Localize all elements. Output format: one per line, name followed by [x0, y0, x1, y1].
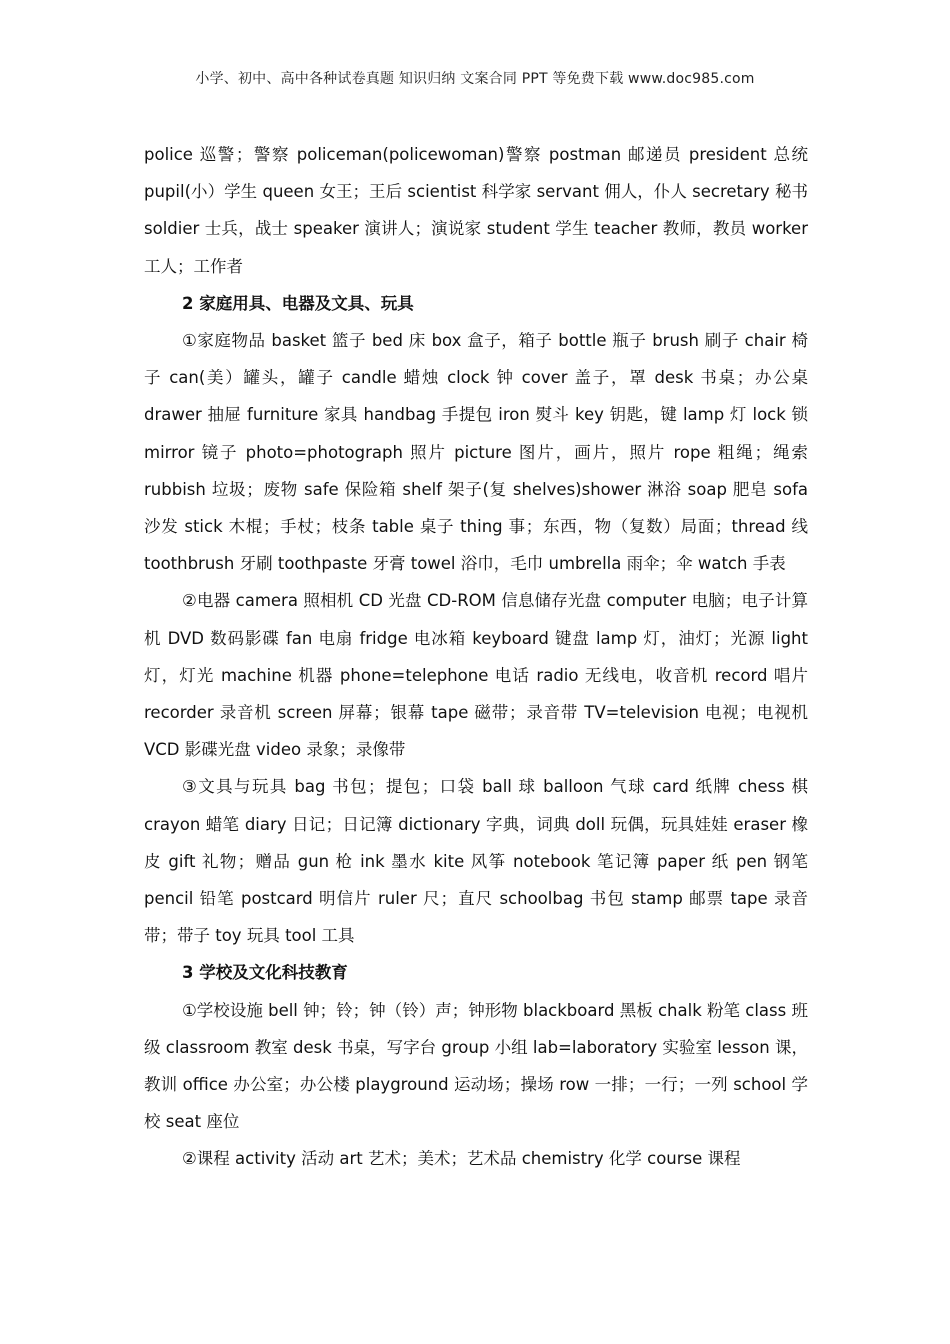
household-items-paragraph: ①家庭物品 basket 篮子 bed 床 box 盒子，箱子 bottle 瓶子 brush 刷子 chair 椅子 can(美）罐头，罐子 candle 蜡烛 clock 钟 cover 盖子，罩 desk 书桌；办公桌 drawer 抽屉 furniture 家具 handbag 手提包 iron 熨斗 key 钥匙，键 lamp 灯 lock 锁 mirror 镜子 photo=photograph 照片 picture 图片，画片，照片 rope 粗绳；绳索 rubbish 垃圾；废物 safe 保险箱 shelf 架子(复 shelves)shower 淋浴 soap 肥皂 sofa 沙发 stick 木棍；手杖；枝条 table 桌子 thing 事；东西，物（复数）局面；thread 线 toothbrush 牙刷 toothpaste 牙膏 towel 浴巾，毛巾 umbrella 雨伞；伞 watch 手表: [144, 331, 808, 574]
appliances-paragraph: ②电器 camera 照相机 CD 光盘 CD-ROM 信息储存光盘 computer 电脑；电子计算机 DVD 数码影碟 fan 电扇 fridge 电冰箱 keyboard 键盘 lamp 灯，油灯；光源 light 灯，灯光 machine 机器 phone=telephone 电话 radio 无线电，收音机 record 唱片 recorder 录音机 screen 屏幕；银幕 tape 磁带；录音带 TV=television 电视；电视机 VCD 影碟光盘 video 录象；录像带: [144, 591, 808, 760]
section-heading-household: 2 家庭用具、电器及文具、玩具: [182, 293, 414, 313]
section-heading-school: 3 学校及文化科技教育: [182, 963, 348, 983]
document-body: [144, 136, 808, 1178]
page-header: 小学、初中、高中各种试卷真题 知识归纳 文案合同 PPT 等免费下载 www.doc985.com: [195, 71, 755, 87]
school-facilities-paragraph: ①学校设施 bell 钟；铃；钟（铃）声；钟形物 blackboard 黑板 chalk 粉笔 class 班级 classroom 教室 desk 书桌，写字台 group 小组 lab=laboratory 实验室 lesson 课，教训 office 办公室；办公楼 playground 运动场；操场 row 一排；一行；一列 school 学校 seat 座位: [144, 1000, 808, 1132]
courses-paragraph: ②课程 activity 活动 art 艺术；美术；艺术品 chemistry 化学 course 课程: [182, 1149, 741, 1169]
occupations-paragraph: police 巡警；警察 policeman(policewoman)警察 postman 邮递员 president 总统 pupil(小）学生 queen 女王；王后 scientist 科学家 servant 佣人，仆人 secretary 秘书 soldier 士兵，战士 speaker 演讲人；演说家 student 学生 teacher 教师，教员 worker 工人；工作者: [144, 145, 808, 276]
stationery-toys-paragraph: ③文具与玩具 bag 书包；提包；口袋 ball 球 balloon 气球 card 纸牌 chess 棋 crayon 蜡笔 diary 日记；日记簿 dictionary 字典，词典 doll 玩偶，玩具娃娃 eraser 橡皮 gift 礼物；赠品 gun 枪 ink 墨水 kite 风筝 notebook 笔记簿 paper 纸 pen 钢笔 pencil 铅笔 postcard 明信片 ruler 尺；直尺 schoolbag 书包 stamp 邮票 tape 录音带；带子 toy 玩具 tool 工具: [144, 777, 808, 946]
